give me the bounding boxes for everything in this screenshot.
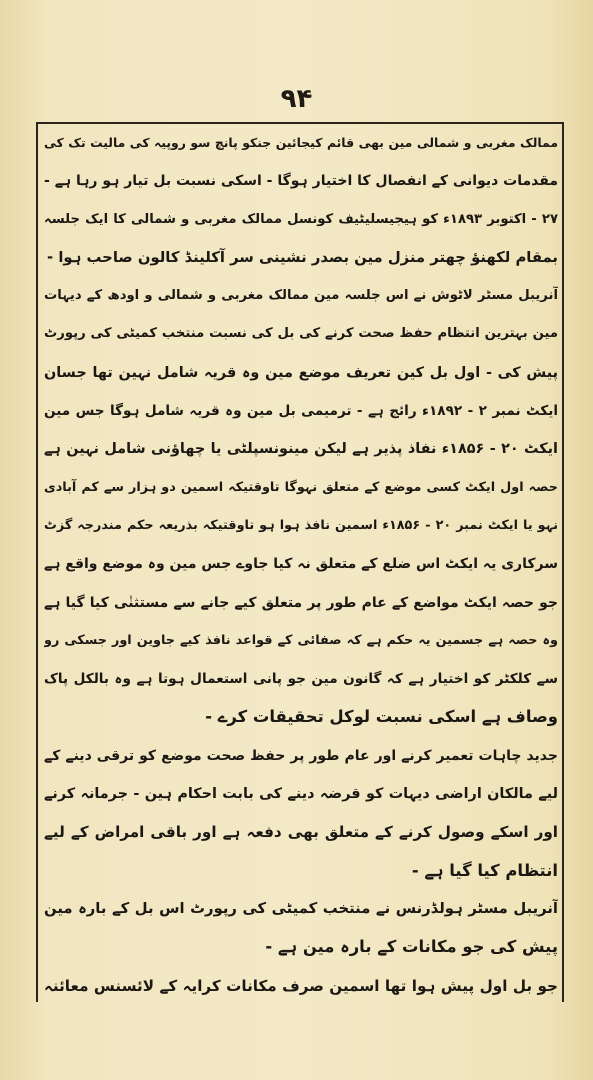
text-line: آنریبل مسٹر لاٹوش نے اس جلسہ مین ممالک مغربی و شمالی و اودھ کے دیہات xyxy=(44,288,558,304)
text-line: اور اسکے وصول کرنے کے متعلق بھی دفعہ ہے اور باقی امراض کے لیے xyxy=(44,823,558,842)
text-line: مین بہترین انتظام حفظ صحت کرنے کی بل کی نسبت منتخب کمیٹی کی رپورٹ xyxy=(44,326,558,342)
text-line: مقدمات دیوانی کے انفصال کا اختیار ہوگا - اسکی نسبت بل تیار ہو رہا ہے - xyxy=(44,173,558,190)
text-line: جدید چاہات تعمیر کرنے اور عام طور پر حفظ صحت موضع کو ترقی دینے کے xyxy=(44,747,558,764)
text-line: آنریبل مسٹر ہولڈرنس نے منتخب کمیٹی کی رپورٹ اس بل کے بارہ مین xyxy=(44,899,558,917)
text-line: ۲۷ - اکتوبر ۱۸۹۳ء کو ہیجیسلیٹیف کونسل ممالک مغربی و شمالی کا ایک جلسہ xyxy=(44,211,558,227)
text-line: نہو یا ایکٹ نمبر ۲۰ - ۱۸۵۶ء اسمین نافذ ہوا ہو تاوقتیکہ بذریعہ حکم مندرجہ گزٹ xyxy=(44,517,558,533)
text-line: لیے مالکان اراضی دیہات کو قرضہ دینے کی بابت احکام ہین - جرمانہ کرنے xyxy=(44,786,558,803)
text-line: پیش کی - اول بل کین تعریف موضع مین وہ قریہ شامل نہین تھا جسان xyxy=(44,364,558,381)
page-number: ۹۴ xyxy=(280,84,313,114)
text-line: وصاف ہے اسکی نسبت لوکل تحقیقات کرے - xyxy=(205,707,558,727)
text-line: جو بل اول پیش ہوا تھا اسمین صرف مکانات کرایہ کے لائسنس معائنہ xyxy=(44,976,558,995)
text-line: ممالک مغربی و شمالی مین بھی قائم کیجائین جنکو پانچ سو روپیہ کی مالیت تک کی xyxy=(44,135,558,150)
text-line: ایکٹ نمبر ۲ - ۱۸۹۲ء رائج ہے - ترمیمی بل مین وہ قریہ شامل ہوگا جس مین xyxy=(44,403,558,420)
text-line: ایکٹ ۲۰ - ۱۸۵۶ء نفاذ پذیر ہے لیکن مینونسپلٹی یا چھاؤنی شامل نہین ہے xyxy=(44,441,558,458)
text-line: جو حصہ ایکٹ مواضع کے عام طور پر متعلق کیے جانے سے مستثنٰی کیا گیا ہے xyxy=(44,594,558,611)
text-line: بمقام لکھنؤ چھتر منزل مین بصدر نشینی سر آکلینڈ کالون صاحب ہوا - xyxy=(47,248,558,266)
text-line: سے کلکٹر کو اختیار ہے کہ گانون مین جو پانی استعمال ہوتا ہے وہ بالکل پاک xyxy=(44,671,558,688)
text-line: وہ حصہ ہے جسمین یہ حکم ہے کہ صفائی کے قواعد نافذ کیے جاوین اور جسکی رو xyxy=(44,632,558,648)
text-line: سرکاری یہ ایکٹ اس ضلع کے متعلق نہ کیا جاوے جس مین وہ موضع واقع ہے xyxy=(44,556,558,573)
body-text xyxy=(44,124,558,1005)
text-line: حصہ اول ایکٹ کسی موضع کے متعلق نہوگا تاوقتیکہ اسمین دو ہزار سے کم آبادی xyxy=(44,479,558,495)
text-line: انتظام کیا گیا ہے - xyxy=(411,860,558,880)
text-line: پیش کی جو مکانات کے بارہ مین ہے - xyxy=(265,937,558,957)
